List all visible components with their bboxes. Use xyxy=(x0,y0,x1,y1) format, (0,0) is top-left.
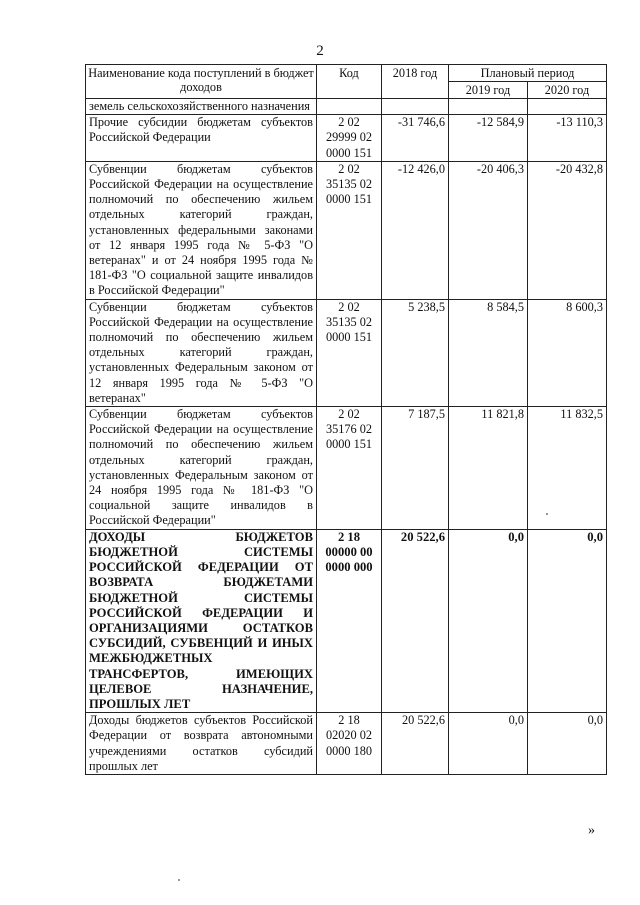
row-value-2018 xyxy=(382,99,449,115)
row-name-cell: ДОХОДЫ БЮДЖЕТОВ БЮДЖЕТНОЙ СИСТЕМЫ РОССИЙСКОЙ ФЕДЕРАЦИИ ОТ ВОЗВРАТА БЮДЖЕТАМИ БЮДЖЕТНОЙ СИСТЕМЫ РОССИЙСКОЙ ФЕДЕРАЦИИ И ОРГАНИЗАЦИЯМИ ОСТАТКОВ СУБСИДИЙ, СУБВЕНЦИЙ И ИНЫХ МЕЖБЮДЖЕТНЫХ ТРАНСФЕРТОВ, ИМЕЮЩИХ ЦЕЛЕВОЕ НАЗНАЧЕНИЕ, ПРОШЛЫХ ЛЕТ xyxy=(86,529,317,712)
table-row xyxy=(86,407,607,530)
row-name-cell: Субвенции бюджетам субъектов Российской Федерации на осуществление полномочий по обеспечению жильем отдельных категорий граждан, установленных Федеральным законом от 24 ноября 1995 года № 181-ФЗ "О социальной защите инвалидов в Российской Федерации" xyxy=(86,407,317,530)
continuation-mark: » xyxy=(588,823,595,838)
table-row xyxy=(86,115,607,162)
scan-speck xyxy=(546,513,548,515)
row-name-cell: земель сельскохозяйственного назначения xyxy=(86,99,317,115)
table-row xyxy=(86,99,607,115)
row-value-2018: 5 238,5 xyxy=(382,299,449,406)
row-value-2019: 8 584,5 xyxy=(449,299,528,406)
table-row xyxy=(86,299,607,406)
header-2020: 2020 год xyxy=(528,82,607,99)
row-value-2019: -20 406,3 xyxy=(449,161,528,299)
row-value-2019 xyxy=(449,99,528,115)
row-code-cell: 2 02 35135 02 0000 151 xyxy=(317,161,382,299)
row-value-2020: 11 832,5 xyxy=(528,407,607,530)
row-value-2019: 0,0 xyxy=(449,713,528,775)
row-value-2018: -31 746,6 xyxy=(382,115,449,162)
budget-table xyxy=(85,64,607,775)
row-value-2020 xyxy=(528,99,607,115)
row-value-2018: -12 426,0 xyxy=(382,161,449,299)
row-value-2020: -20 432,8 xyxy=(528,161,607,299)
row-value-2018: 20 522,6 xyxy=(382,713,449,775)
table-row xyxy=(86,161,607,299)
row-value-2020: 0,0 xyxy=(528,713,607,775)
header-name: Наименование кода поступлений в бюджет доходов xyxy=(86,65,317,99)
header-2018: 2018 год xyxy=(382,65,449,99)
row-code-cell: 2 02 29999 02 0000 151 xyxy=(317,115,382,162)
table-body xyxy=(86,99,607,775)
row-code-cell: 2 02 35135 02 0000 151 xyxy=(317,299,382,406)
row-name-cell: Доходы бюджетов субъектов Российской Федерации от возврата автономными учреждениями остатков субсидий прошлых лет xyxy=(86,713,317,775)
row-name-cell: Прочие субсидии бюджетам субъектов Российской Федерации xyxy=(86,115,317,162)
row-code-cell: 2 18 02020 02 0000 180 xyxy=(317,713,382,775)
row-code-cell xyxy=(317,99,382,115)
row-value-2020: 8 600,3 xyxy=(528,299,607,406)
header-2019: 2019 год xyxy=(449,82,528,99)
table-row xyxy=(86,713,607,775)
row-code-cell: 2 02 35176 02 0000 151 xyxy=(317,407,382,530)
row-value-2020: 0,0 xyxy=(528,529,607,712)
row-name-cell: Субвенции бюджетам субъектов Российской Федерации на осуществление полномочий по обеспечению жильем отдельных категорий граждан, установленных Федеральным законом от 12 января 1995 года № 5-ФЗ "О ветеранах" xyxy=(86,299,317,406)
row-value-2019: -12 584,9 xyxy=(449,115,528,162)
row-value-2020: -13 110,3 xyxy=(528,115,607,162)
header-planned-period: Плановый период xyxy=(449,65,607,82)
table-row xyxy=(86,529,607,712)
page-number: 2 xyxy=(316,43,324,59)
row-value-2018: 20 522,6 xyxy=(382,529,449,712)
scan-speck xyxy=(178,879,180,881)
row-name-cell: Субвенции бюджетам субъектов Российской Федерации на осуществление полномочий по обеспечению жильем отдельных категорий граждан, установленных федеральными законами от 12 января 1995 года № 5-ФЗ "О ветеранах" и от 24 ноября 1995 года № 181-ФЗ "О социальной защите инвалидов в Российской Федерации" xyxy=(86,161,317,299)
row-value-2019: 0,0 xyxy=(449,529,528,712)
row-value-2018: 7 187,5 xyxy=(382,407,449,530)
header-code: Код xyxy=(317,65,382,99)
row-value-2019: 11 821,8 xyxy=(449,407,528,530)
row-code-cell: 2 18 00000 00 0000 000 xyxy=(317,529,382,712)
